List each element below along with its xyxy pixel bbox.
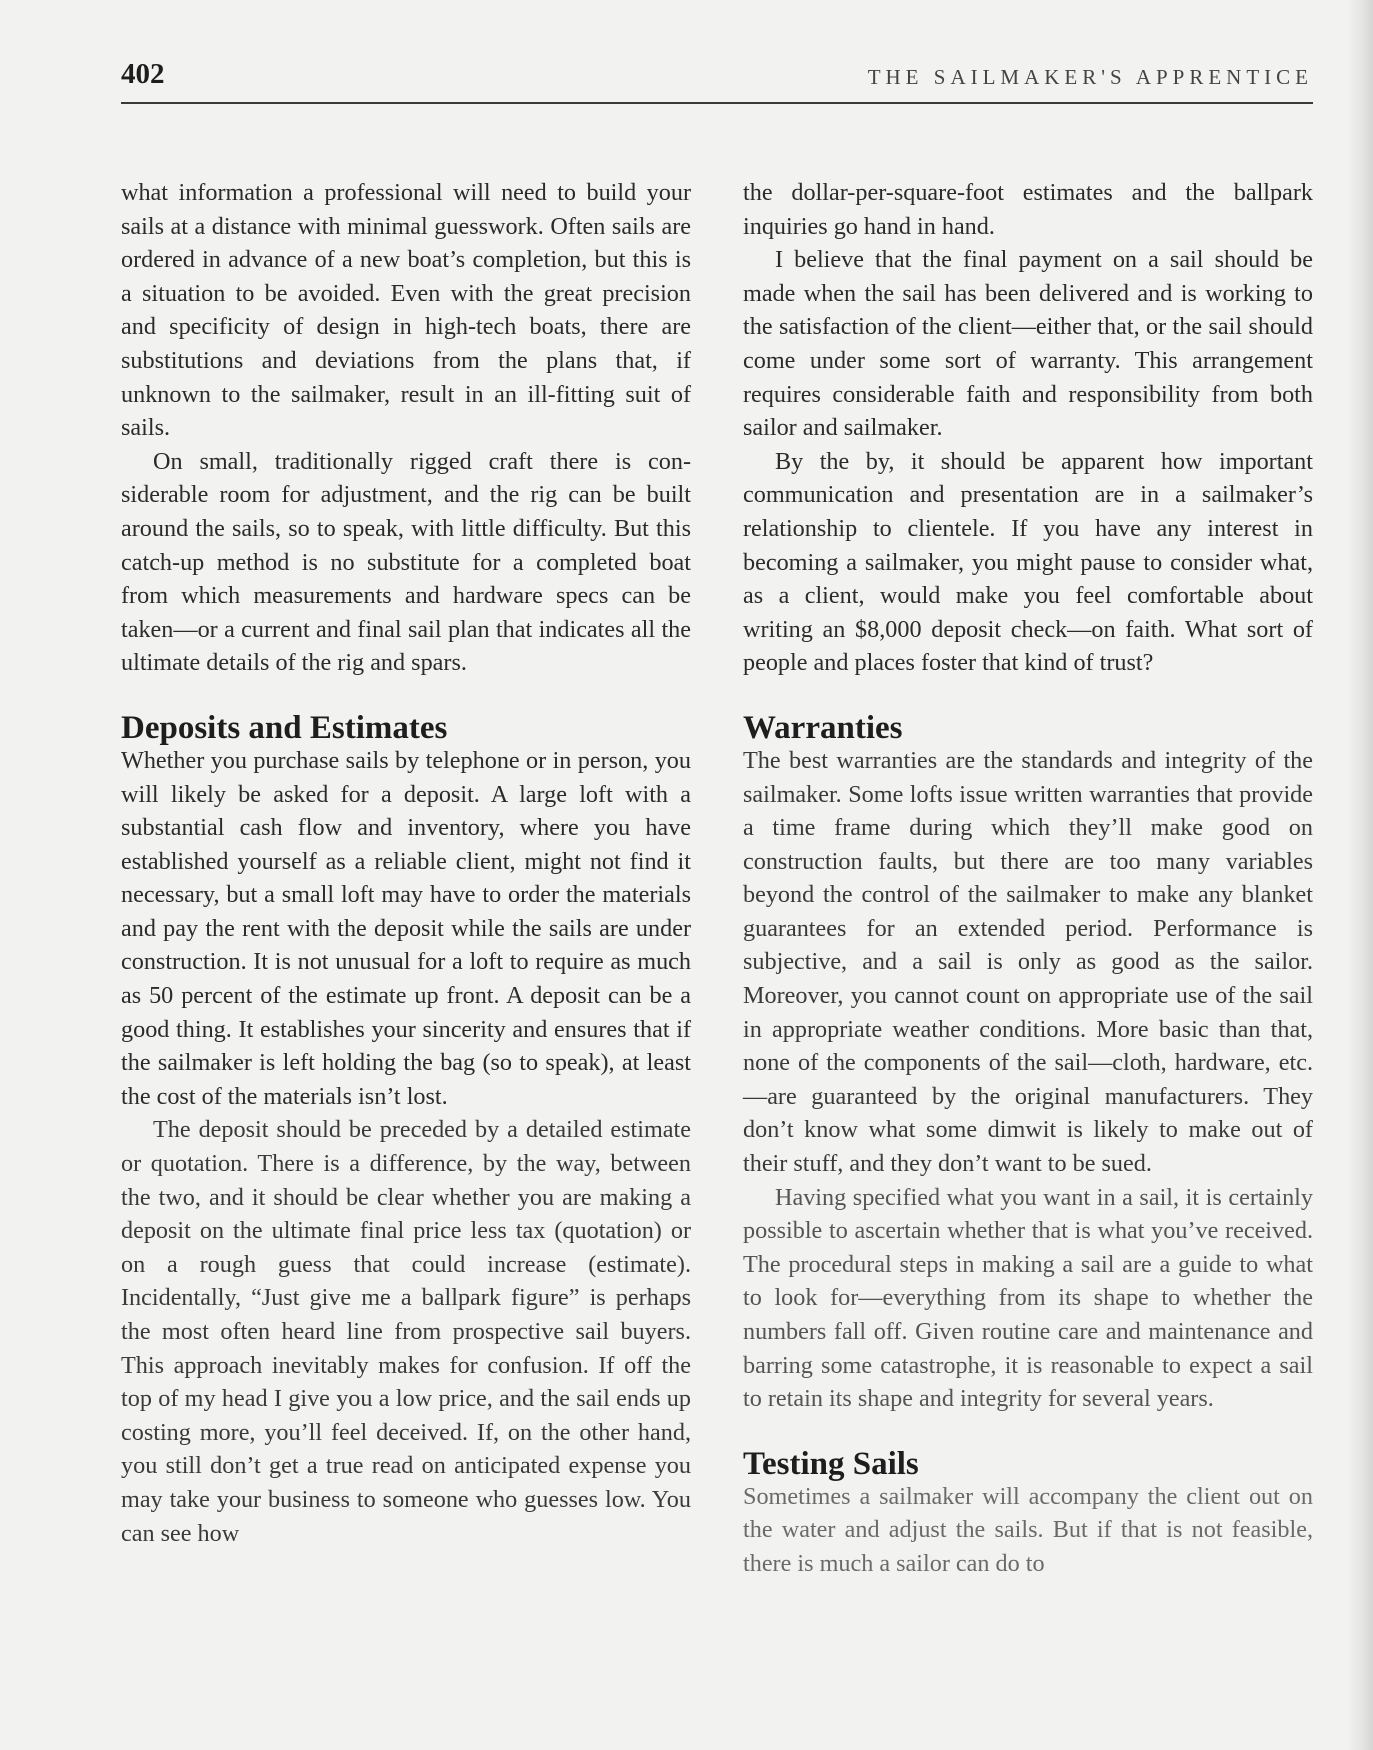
section-heading-testing: Testing Sails bbox=[743, 1445, 919, 1482]
running-title: THE SAILMAKER'S APPRENTICE bbox=[867, 65, 1313, 89]
paragraph: Sometimes a sailmaker will accompany the client out on the water and adjust the sails. But if that is not feasible, there is much a sailor can do to bbox=[743, 1482, 1313, 1577]
running-header bbox=[121, 56, 1313, 104]
page-edge-shadow bbox=[1347, 0, 1373, 1750]
section-heading-warranties: Warranties bbox=[743, 709, 903, 746]
paragraph: I believe that the final payment on a sail should be made when the sail has been delivered and is working to the satisfaction of the client—either that, or the sail should come under some sort of warranty. This arrangement requires considerable faith and responsibility from both sailor and sailmaker. bbox=[743, 246, 1313, 442]
paragraph: By the by, it should be apparent how important communication and presentation are in a sailmaker’s relationship to clientele. If you have any interest in becoming a sailmaker, you might pause to consider what, as a client, would make you feel comfortable about writing an $8,000 deposit check—on faith. What sort of people and places foster that kind of trust? bbox=[743, 447, 1313, 677]
paragraph: what information a professional will need to build your sails at a distance with minimal guesswork. Often sails are ordered in advance of a new boat’s completion, but this is a situation to be avoided. Even with the great precision and specificity of design in high-tech boats, there are substitutions and deviations from the plans that, if unknown to the sailmaker, result in an ill-fitting suit of sails. bbox=[121, 179, 691, 442]
section-heading-deposits: Deposits and Estimates bbox=[121, 709, 448, 746]
paragraph: The deposit should be preceded by a detailed estimate or quotation. There is a difference, by the way, between the two, and it should be clear whether you are making a deposit on the ultimate final price less tax (quotation) or on a rough guess that could increase (estimate). Incidentally, “Just give me a ballpark figure” is perhaps the most often heard line from prospective sail buyers. This approach inevitably makes for confusion. If off the top of my head I give you a low price, and the sail ends up costing more, you’ll feel deceived. If, on the other hand, you still don’t get a true read on anticipated expense you may take your business to someone who guesses low. You can see how bbox=[121, 1116, 691, 1547]
paragraph: the dollar-per-square-foot estimates and the ballpark inquiries go hand in hand. bbox=[743, 179, 1313, 240]
page-number: 402 bbox=[121, 58, 165, 90]
paragraph: Whether you purchase sails by telephone or in person, you will likely be asked for a deposit. A large loft with a substantial cash flow and inventory, where you have established yourself as a reliable client, might not find it necessary, but a small loft may have to order the materials and pay the rent with the deposit while the sails are under construction. It is not unusual for a loft to require as much as 50 percent of the estimate up front. A deposit can be a good thing. It establishes your sincerity and ensures that if the sailmaker is left holding the bag (so to speak), at least the cost of the materials isn’t lost. bbox=[121, 746, 691, 1110]
right-column bbox=[743, 176, 1313, 1581]
paragraph: On small, traditionally rigged craft there is considerable room for adjustment, and the rig can be built around the sails, so to speak, with little difficulty. But this catch-up method is no substitute for a completed boat from which measurements and hardware specs can be taken—or a current and final sail plan that indicates all the ultimate details of the rig and spars. bbox=[121, 447, 691, 677]
left-column bbox=[121, 176, 691, 1550]
paragraph: Having specified what you want in a sail, it is certainly possible to ascertain whether that is what you’ve received. The procedural steps in making a sail are a guide to what to look for—everything from its shape to whether the numbers fall off. Given routine care and maintenance and barring some catastrophe, it is reasonable to expect a sail to retain its shape and integrity for several years. bbox=[743, 1183, 1313, 1413]
paragraph: The best warranties are the standards and integrity of the sailmaker. Some lofts issue written warranties that provide a time frame during which they’ll make good on construction faults, but there are too many variables beyond the control of the sailmaker to make any blanket guarantees for an extended period. Performance is subjective, and a sail is only as good as the sailor. Moreover, you cannot count on appropriate use of the sail in appropriate weather conditions. More basic than that, none of the components of the sail—cloth, hardware, etc.—are guaranteed by the original manufacturers. They don’t know what some dimwit is likely to make out of their stuff, and they don’t want to be sued. bbox=[743, 746, 1313, 1178]
